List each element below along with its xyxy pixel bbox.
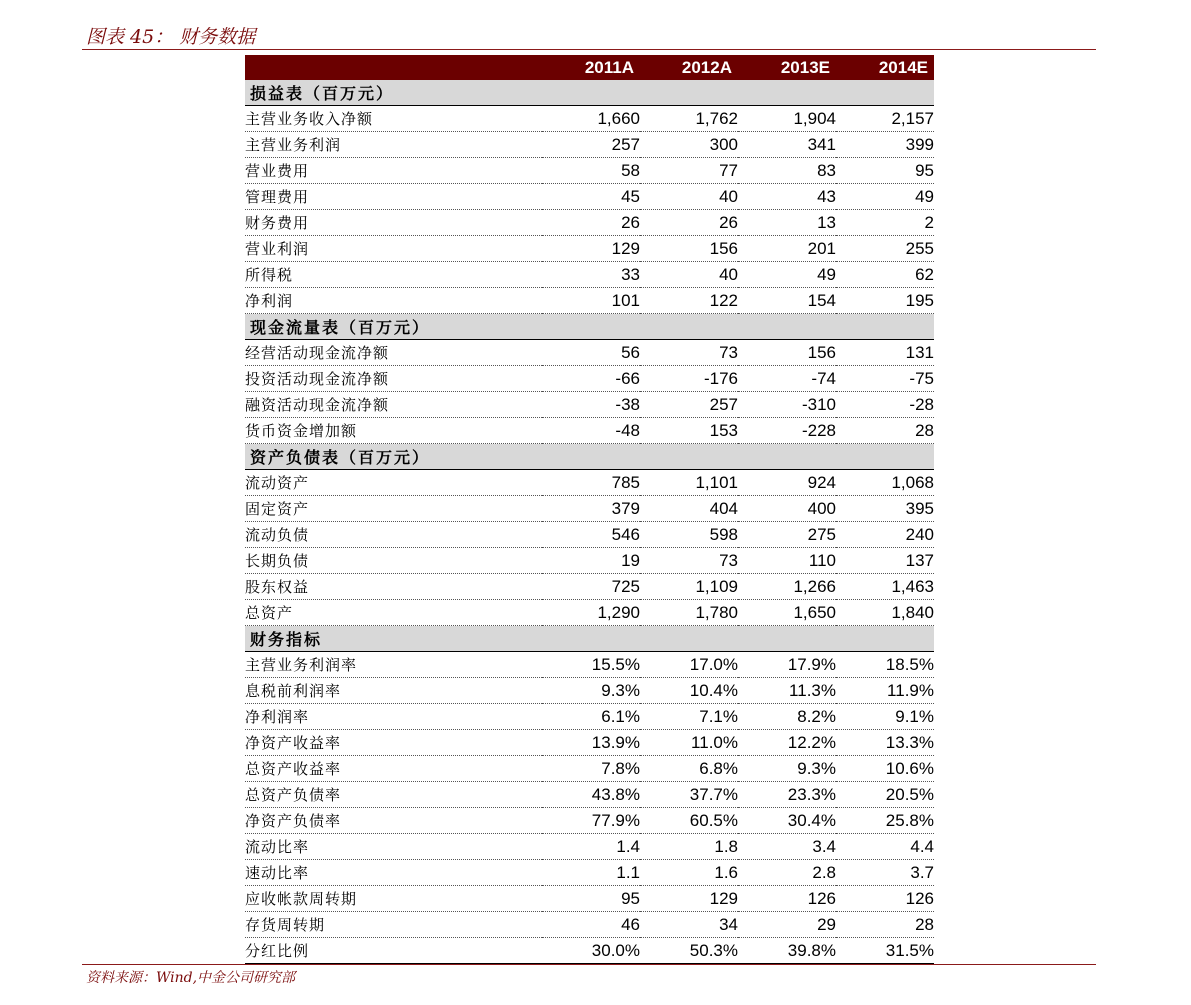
cell-value: 404 — [640, 496, 738, 522]
cell-value: 50.3% — [640, 938, 738, 964]
table-row — [245, 132, 934, 158]
cell-value: 1,290 — [542, 600, 640, 626]
cell-value: 2,157 — [836, 106, 934, 132]
section-title: 财务指标 — [245, 626, 934, 652]
cell-value: 546 — [542, 522, 640, 548]
column-header: 2014E — [836, 55, 934, 80]
table-row — [245, 158, 934, 184]
cell-value: -74 — [738, 366, 836, 392]
cell-value: 95 — [542, 886, 640, 912]
row-label: 净资产负债率 — [245, 808, 542, 834]
source-note: 资料来源：Wind,中金公司研究部 — [86, 970, 296, 986]
cell-value: 34 — [640, 912, 738, 938]
row-label: 存货周转期 — [245, 912, 542, 938]
cell-value: 6.8% — [640, 756, 738, 782]
table-row — [245, 912, 934, 938]
cell-value: 30.0% — [542, 938, 640, 964]
cell-value: 257 — [640, 392, 738, 418]
table-row — [245, 704, 934, 730]
cell-value: 7.8% — [542, 756, 640, 782]
cell-value: 1.6 — [640, 860, 738, 886]
cell-value: 9.3% — [542, 678, 640, 704]
row-label: 流动负债 — [245, 522, 542, 548]
table-row — [245, 496, 934, 522]
row-label: 营业利润 — [245, 236, 542, 262]
cell-value: 255 — [836, 236, 934, 262]
cell-value: 137 — [836, 548, 934, 574]
cell-value: -310 — [738, 392, 836, 418]
cell-value: 58 — [542, 158, 640, 184]
row-label: 分红比例 — [245, 938, 542, 964]
row-label: 长期负债 — [245, 548, 542, 574]
title-rule — [82, 49, 1096, 50]
cell-value: 7.1% — [640, 704, 738, 730]
cell-value: 30.4% — [738, 808, 836, 834]
cell-value: 9.3% — [738, 756, 836, 782]
cell-value: 56 — [542, 340, 640, 366]
cell-value: 400 — [738, 496, 836, 522]
figure-title: 图表 45： 财务数据 — [86, 26, 256, 48]
cell-value: 785 — [542, 470, 640, 496]
table-row — [245, 418, 934, 444]
table-row — [245, 288, 934, 314]
cell-value: 1,068 — [836, 470, 934, 496]
cell-value: 40 — [640, 184, 738, 210]
row-label: 总资产收益率 — [245, 756, 542, 782]
cell-value: 49 — [836, 184, 934, 210]
table-row — [245, 548, 934, 574]
cell-value: 156 — [640, 236, 738, 262]
table-row — [245, 366, 934, 392]
cell-value: 1,840 — [836, 600, 934, 626]
row-label: 总资产负债率 — [245, 782, 542, 808]
cell-value: 37.7% — [640, 782, 738, 808]
cell-value: 26 — [542, 210, 640, 236]
cell-value: 129 — [542, 236, 640, 262]
row-label: 应收帐款周转期 — [245, 886, 542, 912]
table-row — [245, 756, 934, 782]
table-row — [245, 184, 934, 210]
table-row — [245, 730, 934, 756]
cell-value: 1.8 — [640, 834, 738, 860]
table-row — [245, 600, 934, 626]
cell-value: 275 — [738, 522, 836, 548]
table-row — [245, 808, 934, 834]
row-label: 固定资产 — [245, 496, 542, 522]
row-label: 净利润 — [245, 288, 542, 314]
table-row — [245, 860, 934, 886]
table-row — [245, 210, 934, 236]
table-row — [245, 106, 934, 132]
table-row — [245, 470, 934, 496]
cell-value: 2 — [836, 210, 934, 236]
row-label: 所得税 — [245, 262, 542, 288]
cell-value: 31.5% — [836, 938, 934, 964]
cell-value: 257 — [542, 132, 640, 158]
table-row — [245, 678, 934, 704]
table-row — [245, 262, 934, 288]
cell-value: 1,266 — [738, 574, 836, 600]
cell-value: 1,109 — [640, 574, 738, 600]
cell-value: 73 — [640, 548, 738, 574]
row-label: 货币资金增加额 — [245, 418, 542, 444]
cell-value: 33 — [542, 262, 640, 288]
row-label: 主营业务利润率 — [245, 652, 542, 678]
cell-value: 924 — [738, 470, 836, 496]
section-header-row — [245, 626, 934, 652]
row-label: 投资活动现金流净额 — [245, 366, 542, 392]
table-row — [245, 236, 934, 262]
row-label: 净利润率 — [245, 704, 542, 730]
cell-value: 156 — [738, 340, 836, 366]
column-header: 2011A — [542, 55, 640, 80]
row-label: 营业费用 — [245, 158, 542, 184]
cell-value: 20.5% — [836, 782, 934, 808]
table-body — [245, 80, 934, 964]
header-corner — [245, 55, 542, 80]
cell-value: 2.8 — [738, 860, 836, 886]
section-header-row — [245, 80, 934, 106]
cell-value: 95 — [836, 158, 934, 184]
row-label: 总资产 — [245, 600, 542, 626]
cell-value: 46 — [542, 912, 640, 938]
cell-value: 154 — [738, 288, 836, 314]
cell-value: 39.8% — [738, 938, 836, 964]
row-label: 净资产收益率 — [245, 730, 542, 756]
row-label: 管理费用 — [245, 184, 542, 210]
cell-value: -48 — [542, 418, 640, 444]
cell-value: 43.8% — [542, 782, 640, 808]
cell-value: 300 — [640, 132, 738, 158]
cell-value: 3.4 — [738, 834, 836, 860]
cell-value: 26 — [640, 210, 738, 236]
cell-value: 122 — [640, 288, 738, 314]
cell-value: -228 — [738, 418, 836, 444]
cell-value: 8.2% — [738, 704, 836, 730]
cell-value: 201 — [738, 236, 836, 262]
cell-value: 28 — [836, 418, 934, 444]
cell-value: 77.9% — [542, 808, 640, 834]
cell-value: 45 — [542, 184, 640, 210]
cell-value: 15.5% — [542, 652, 640, 678]
cell-value: 13 — [738, 210, 836, 236]
cell-value: -176 — [640, 366, 738, 392]
source-rule — [82, 964, 1096, 965]
cell-value: 19 — [542, 548, 640, 574]
row-label: 财务费用 — [245, 210, 542, 236]
cell-value: 60.5% — [640, 808, 738, 834]
row-label: 息税前利润率 — [245, 678, 542, 704]
cell-value: 3.7 — [836, 860, 934, 886]
cell-value: 379 — [542, 496, 640, 522]
cell-value: 101 — [542, 288, 640, 314]
cell-value: 10.6% — [836, 756, 934, 782]
table-row — [245, 522, 934, 548]
table-row — [245, 652, 934, 678]
financial-data-table — [245, 55, 934, 964]
cell-value: 9.1% — [836, 704, 934, 730]
cell-value: 77 — [640, 158, 738, 184]
cell-value: 129 — [640, 886, 738, 912]
row-label: 速动比率 — [245, 860, 542, 886]
cell-value: 1,101 — [640, 470, 738, 496]
row-label: 股东权益 — [245, 574, 542, 600]
cell-value: 17.0% — [640, 652, 738, 678]
cell-value: 1,660 — [542, 106, 640, 132]
cell-value: 110 — [738, 548, 836, 574]
cell-value: 126 — [738, 886, 836, 912]
cell-value: -66 — [542, 366, 640, 392]
cell-value: 28 — [836, 912, 934, 938]
cell-value: 1,904 — [738, 106, 836, 132]
cell-value: 17.9% — [738, 652, 836, 678]
cell-value: 13.3% — [836, 730, 934, 756]
row-label: 主营业务收入净额 — [245, 106, 542, 132]
section-title: 现金流量表（百万元） — [245, 314, 934, 340]
cell-value: 126 — [836, 886, 934, 912]
table-row — [245, 834, 934, 860]
cell-value: 1.1 — [542, 860, 640, 886]
cell-value: -28 — [836, 392, 934, 418]
cell-value: 10.4% — [640, 678, 738, 704]
cell-value: 1,650 — [738, 600, 836, 626]
cell-value: 399 — [836, 132, 934, 158]
section-header-row — [245, 314, 934, 340]
cell-value: 12.2% — [738, 730, 836, 756]
table-row — [245, 392, 934, 418]
cell-value: 1,762 — [640, 106, 738, 132]
row-label: 经营活动现金流净额 — [245, 340, 542, 366]
table-row — [245, 340, 934, 366]
cell-value: 4.4 — [836, 834, 934, 860]
cell-value: 341 — [738, 132, 836, 158]
cell-value: 1.4 — [542, 834, 640, 860]
cell-value: 43 — [738, 184, 836, 210]
cell-value: 49 — [738, 262, 836, 288]
column-header: 2013E — [738, 55, 836, 80]
row-label: 流动比率 — [245, 834, 542, 860]
cell-value: 62 — [836, 262, 934, 288]
table-row — [245, 782, 934, 808]
row-label: 融资活动现金流净额 — [245, 392, 542, 418]
cell-value: 13.9% — [542, 730, 640, 756]
cell-value: 11.3% — [738, 678, 836, 704]
section-title: 资产负债表（百万元） — [245, 444, 934, 470]
table-row — [245, 938, 934, 964]
cell-value: 6.1% — [542, 704, 640, 730]
cell-value: 725 — [542, 574, 640, 600]
cell-value: 40 — [640, 262, 738, 288]
row-label: 主营业务利润 — [245, 132, 542, 158]
cell-value: 23.3% — [738, 782, 836, 808]
row-label: 流动资产 — [245, 470, 542, 496]
table-row — [245, 886, 934, 912]
cell-value: -38 — [542, 392, 640, 418]
section-title: 损益表（百万元） — [245, 80, 934, 106]
table-row — [245, 574, 934, 600]
cell-value: 195 — [836, 288, 934, 314]
cell-value: 73 — [640, 340, 738, 366]
cell-value: 1,780 — [640, 600, 738, 626]
cell-value: 131 — [836, 340, 934, 366]
column-header: 2012A — [640, 55, 738, 80]
section-header-row — [245, 444, 934, 470]
cell-value: 18.5% — [836, 652, 934, 678]
header-row — [245, 55, 934, 80]
cell-value: 25.8% — [836, 808, 934, 834]
cell-value: -75 — [836, 366, 934, 392]
cell-value: 11.9% — [836, 678, 934, 704]
cell-value: 598 — [640, 522, 738, 548]
cell-value: 1,463 — [836, 574, 934, 600]
cell-value: 83 — [738, 158, 836, 184]
cell-value: 29 — [738, 912, 836, 938]
cell-value: 240 — [836, 522, 934, 548]
cell-value: 11.0% — [640, 730, 738, 756]
cell-value: 153 — [640, 418, 738, 444]
cell-value: 395 — [836, 496, 934, 522]
